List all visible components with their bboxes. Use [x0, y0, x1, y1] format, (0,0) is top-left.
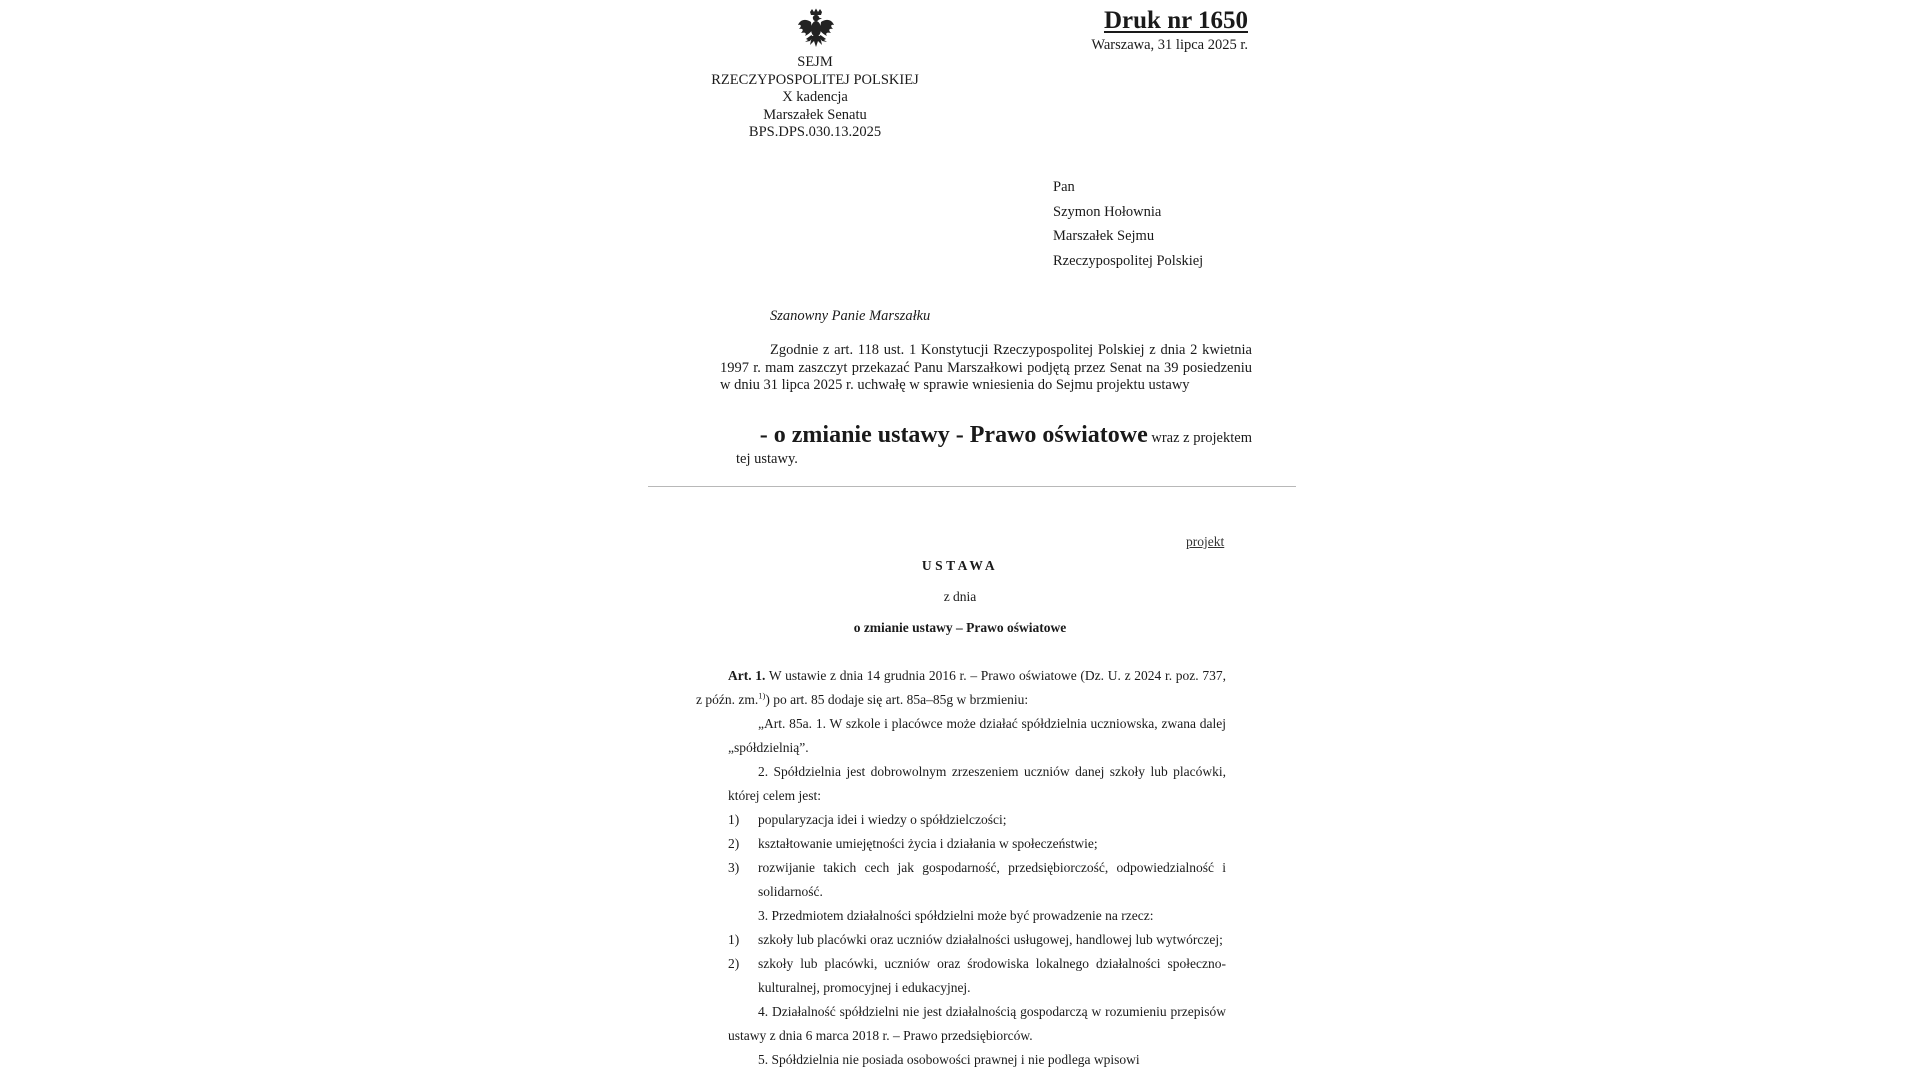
subject-tail: wraz z projektem	[1151, 430, 1252, 446]
list-item-number: 1)	[728, 932, 740, 947]
article-1	[696, 664, 1226, 712]
salutation: Szanowny Panie Marszałku	[770, 308, 931, 324]
list-item-text: szkoły lub placówki, uczniów oraz środowiska lokalnego działalności społeczno-kulturalnej, promocyjnej i edukacyjnej.	[758, 956, 1226, 995]
projekt-label: projekt	[1186, 534, 1225, 549]
place-date: Warszawa, 31 lipca 2025 r.	[1091, 37, 1248, 53]
article-85a-para-4: 4. Działalność spółdzielni nie jest działalnością gospodarczą w rozumieniu przepisów ustawy z dnia 6 marca 2018 r. – Prawo przedsiębiorców.	[728, 1004, 1226, 1043]
subject-rest: tej ustawy.	[736, 451, 798, 467]
recipient-line: Szymon Hołownia	[1053, 203, 1162, 220]
list-item-text: popularyzacja idei i wiedzy o spółdzielczości;	[758, 812, 1007, 827]
sender-line: Marszałek Senatu	[763, 106, 867, 123]
sender-line: X kadencja	[782, 89, 848, 106]
article-85a-para-2: 2. Spółdzielnia jest dobrowolnym zrzeszeniem uczniów danej szkoły lub placówki, której celem jest:	[728, 764, 1226, 803]
article-1-label: Art. 1.	[728, 668, 766, 683]
bill-date: z dnia	[943, 589, 977, 604]
list-item-number: 1)	[728, 812, 740, 827]
list-item	[696, 928, 1226, 952]
list-item-number: 2)	[728, 956, 740, 971]
article-85a-para-5: 5. Spółdzielnia nie posiada osobowości prawnej i nie podlega wpisowi	[758, 1052, 1140, 1067]
letter-subject	[726, 424, 1252, 469]
list-item	[696, 832, 1226, 856]
article-85a-para-1: „Art. 85a. 1. W szkole i placówce może działać spółdzielnia uczniowska, zwana dalej „spółdzielnią”.	[728, 716, 1226, 755]
sender-line: RZECZYPOSPOLITEJ POLSKIEJ	[711, 71, 919, 88]
page-separator	[648, 486, 1296, 487]
list-item-number: 3)	[728, 860, 740, 875]
bill-subject: o zmianie ustawy – Prawo oświatowe	[853, 620, 1067, 635]
article-85a-para-3: 3. Przedmiotem działalności spółdzielni może być prowadzenie na rzecz:	[758, 908, 1154, 923]
sender-block	[670, 54, 960, 142]
list-item-number: 2)	[728, 836, 740, 851]
subject-title: - o zmianie ustawy - Prawo oświatowe	[759, 422, 1148, 448]
list-item-text: szkoły lub placówki oraz uczniów działalności usługowej, handlowej lub wytwórczej;	[758, 932, 1223, 947]
recipient-line: Pan	[1053, 179, 1075, 195]
recipient-line: Rzeczypospolitej Polskiej	[1053, 252, 1204, 269]
reference-number: BPS.DPS.030.13.2025	[748, 124, 882, 141]
sender-line: SEJM	[797, 54, 833, 70]
list-item	[696, 952, 1226, 1000]
polish-eagle-emblem-icon	[796, 8, 836, 52]
druk-number: Druk nr 1650	[1103, 7, 1248, 34]
footnote-marker: 1)	[758, 690, 766, 701]
list-item	[696, 808, 1226, 832]
list-item-text: kształtowanie umiejętności życia i działania w społeczeństwie;	[758, 836, 1098, 851]
letter-body: Zgodnie z art. 118 ust. 1 Konstytucji Rzeczypospolitej Polskiej z dnia 2 kwietnia 1997 r. mam zaszczyt przekazać Panu Marszałkowi podjętą przez Senat na 39 posiedzeniu w dniu 31 lipca 2025 r. uchwałę w sprawie wniesienia do Sejmu projektu ustawy	[720, 342, 1252, 394]
druk-block	[1091, 6, 1248, 54]
bill-body	[696, 664, 1226, 1072]
recipient-block	[1053, 175, 1203, 273]
article-1-text-a: W ustawie z dnia 14 grudnia 2016 r. – Prawo oświatowe (Dz. U. z 2024 r. poz. 737, z późn. zm.	[696, 668, 1226, 707]
article-1-text-b: ) po art. 85 dodaje się art. 85a–85g w brzmieniu:	[765, 692, 1029, 707]
recipient-line: Marszałek Sejmu	[1053, 228, 1155, 244]
bill-title: USTAWA	[921, 558, 999, 573]
list-item	[696, 856, 1226, 904]
list-item-text: rozwijanie takich cech jak gospodarność, przedsiębiorczość, odpowiedzialność i solidarność.	[758, 860, 1226, 899]
